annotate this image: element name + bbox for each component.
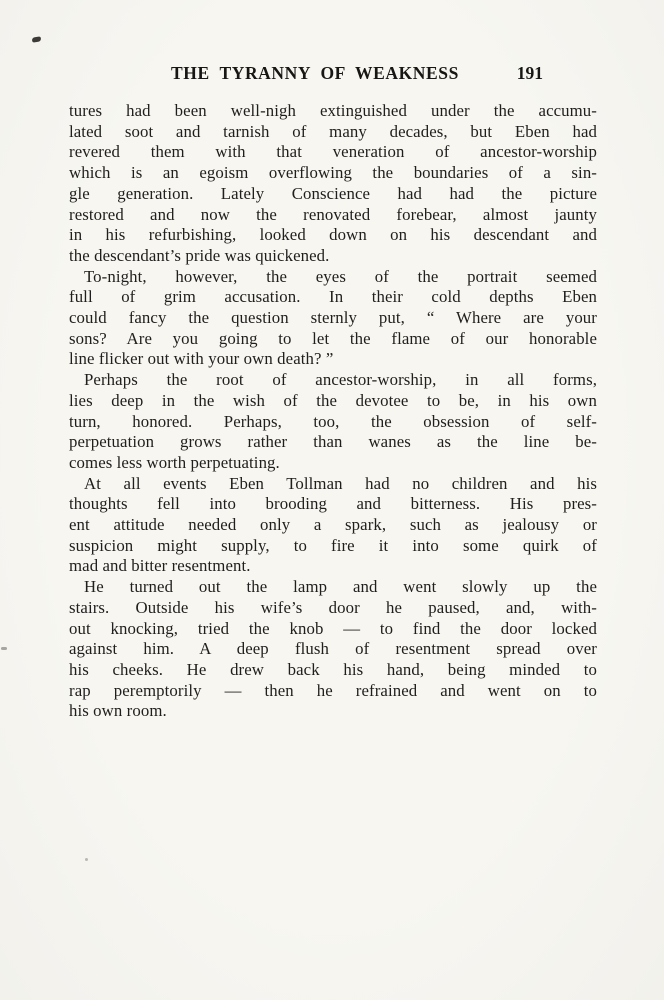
text-line: tures had been well-nigh extinguished under the accumu- bbox=[69, 101, 597, 120]
running-head-title: THE TYRANNY OF WEAKNESS bbox=[171, 63, 459, 83]
text-line: comes less worth perpetuating. bbox=[69, 452, 280, 472]
scan-artifact bbox=[85, 858, 88, 861]
text-line: revered them with that veneration of ancestor-worship bbox=[69, 142, 597, 162]
text-line: perpetuation grows rather than wanes as the line be- bbox=[69, 432, 597, 452]
text-line: stairs. Outside his wife’s door he paused, and, with- bbox=[69, 597, 597, 617]
text-line: restored and now the renovated forebear, almost jaunty bbox=[69, 204, 597, 224]
text-line: lies deep in the wish of the devotee to be, in his own bbox=[69, 390, 597, 410]
text-line: lated soot and tarnish of many decades, but Eben had bbox=[69, 121, 597, 141]
page-number: 191 bbox=[516, 63, 543, 83]
text-line: suspicion might supply, to fire it into some quirk of bbox=[69, 535, 597, 555]
text-line: mad and bitter resentment. bbox=[69, 556, 251, 576]
text-line: could fancy the question sternly put, “ Where are your bbox=[69, 308, 597, 328]
paragraph bbox=[69, 474, 597, 578]
text-line: in his refurbishing, looked down on his descendant and bbox=[69, 225, 597, 245]
text-line: He turned out the lamp and went slowly up the bbox=[84, 577, 597, 597]
text-line: turn, honored. Perhaps, too, the obsession of self- bbox=[69, 411, 597, 431]
text-line: out knocking, tried the knob — to find the door locked bbox=[69, 618, 597, 638]
text-line: Perhaps the root of ancestor-worship, in all forms, bbox=[84, 370, 597, 390]
paragraph bbox=[69, 267, 597, 371]
text-line: thoughts fell into brooding and bitterness. His pres- bbox=[69, 494, 597, 514]
text-line: sons? Are you going to let the flame of our honorable bbox=[69, 328, 597, 348]
text-line: line flicker out with your own death? ” bbox=[69, 349, 334, 369]
paragraph bbox=[69, 370, 597, 474]
paragraph bbox=[69, 101, 597, 267]
text-line: At all events Eben Tollman had no children and his bbox=[84, 473, 597, 493]
text-line: rap peremptorily — then he refrained and went on to bbox=[69, 680, 597, 700]
scan-artifact bbox=[1, 647, 7, 650]
text-line: full of grim accusation. In their cold depths Eben bbox=[69, 287, 597, 307]
text-line: which is an egoism overflowing the boundaries of a sin- bbox=[69, 163, 597, 183]
text-line: To-night, however, the eyes of the portrait seemed bbox=[84, 266, 597, 286]
text-line: his own room. bbox=[69, 701, 167, 721]
paragraph bbox=[69, 577, 597, 722]
scan-artifact bbox=[32, 36, 42, 42]
page-body bbox=[69, 101, 597, 722]
text-line: gle generation. Lately Conscience had had the picture bbox=[69, 183, 597, 203]
text-line: against him. A deep flush of resentment spread over bbox=[69, 639, 597, 659]
text-line: the descendant’s pride was quickened. bbox=[69, 245, 330, 265]
text-line: his cheeks. He drew back his hand, being minded to bbox=[69, 659, 597, 679]
running-head bbox=[69, 63, 597, 85]
text-line: ent attitude needed only a spark, such as jealousy or bbox=[69, 515, 597, 535]
